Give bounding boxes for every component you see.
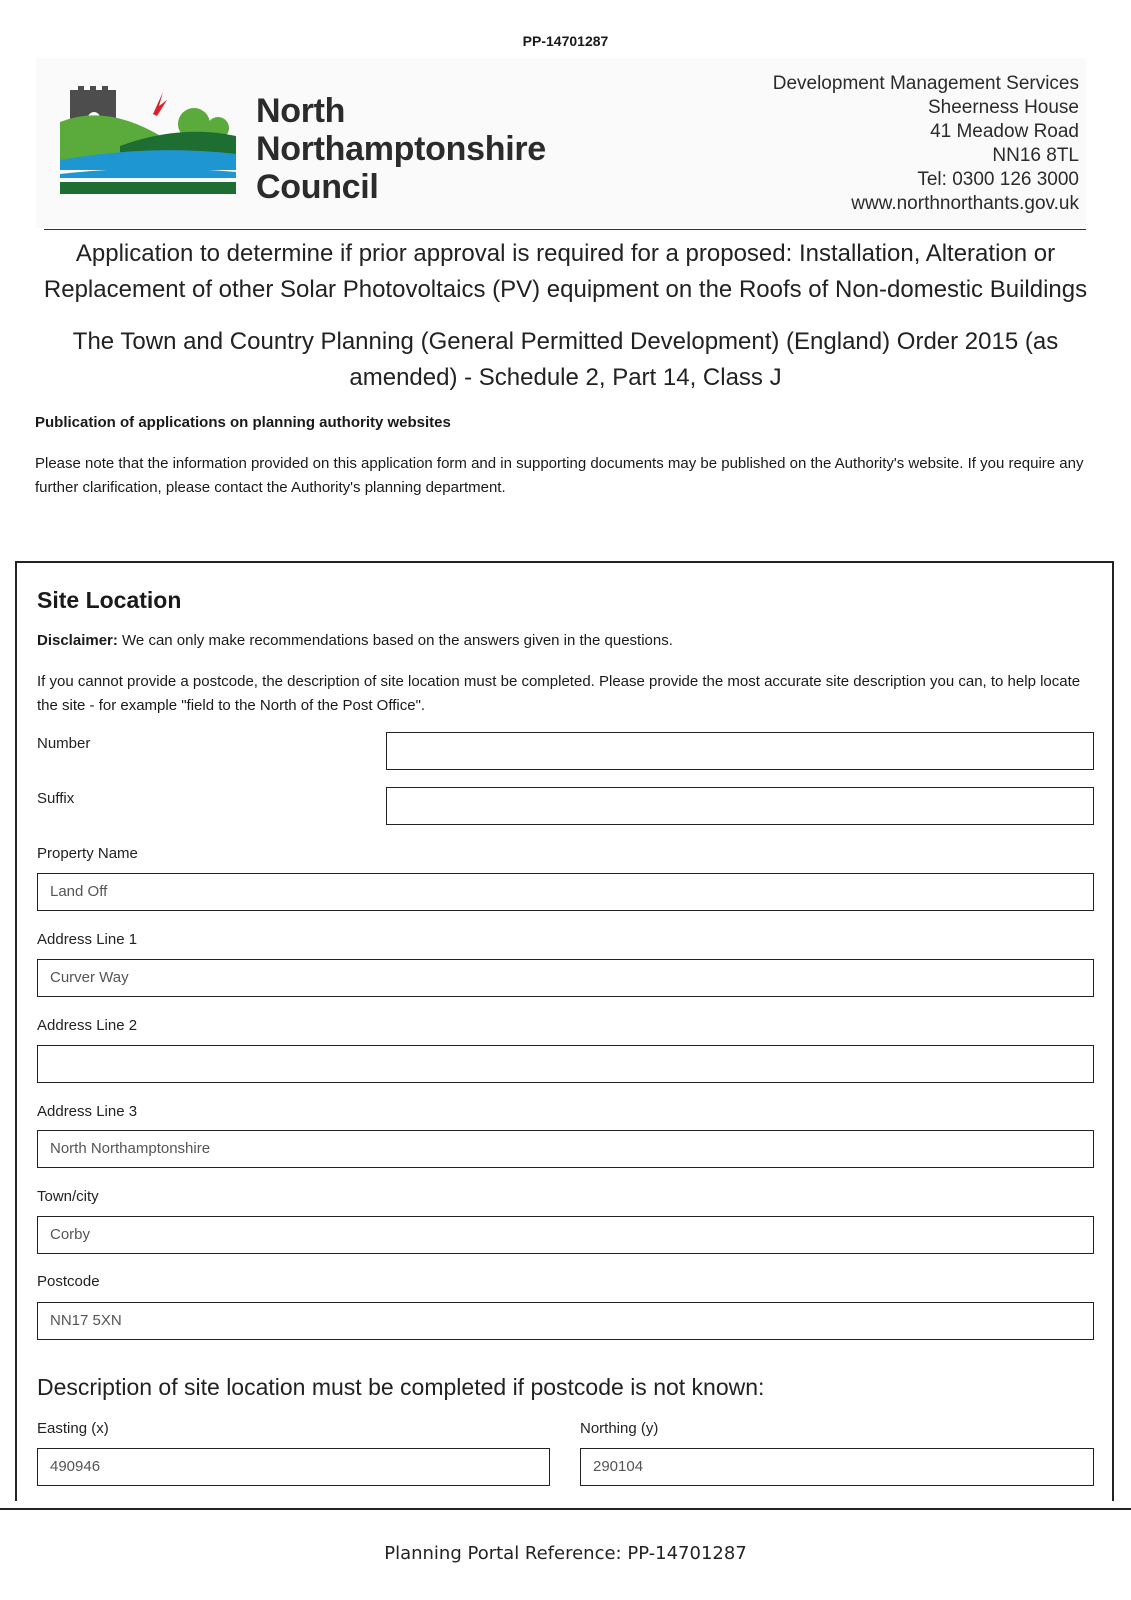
footer-divider <box>0 1508 1131 1510</box>
suffix-label: Suffix <box>37 790 75 807</box>
description-heading: Description of site location must be completed if postcode is not known: <box>37 1374 765 1400</box>
address-line-3-field[interactable]: North Northamptonshire <box>37 1130 1094 1168</box>
council-name-line2: Northamptonshire <box>256 130 546 168</box>
address-building: Sheerness House <box>927 97 1079 118</box>
northing-label: Northing (y) <box>580 1420 659 1437</box>
town-city-field[interactable]: Corby <box>37 1216 1094 1254</box>
council-name <box>256 92 546 206</box>
council-address <box>773 72 1079 216</box>
publication-heading: Publication of applications on planning authority websites <box>35 414 451 431</box>
property-name-label: Property Name <box>37 845 138 862</box>
address-line-3-label: Address Line 3 <box>37 1103 138 1120</box>
address-line-2-label: Address Line 2 <box>37 1017 138 1034</box>
reference-number-top: PP-14701287 <box>522 33 609 49</box>
form-subtitle: The Town and Country Planning (General Permitted Development) (England) Order 2015 (as amended) - Schedule 2, Part 14, Class J <box>72 328 1059 391</box>
property-name-field[interactable]: Land Off <box>37 873 1094 911</box>
address-street: 41 Meadow Road <box>930 121 1079 142</box>
disclaimer-text: We can only make recommendations based on the answers given in the questions. <box>117 632 673 649</box>
site-location-title: Site Location <box>37 587 182 613</box>
council-logo-icon <box>60 84 240 200</box>
postcode-field[interactable]: NN17 5XN <box>37 1302 1094 1340</box>
postcode-label: Postcode <box>37 1273 100 1290</box>
postcode-note: If you cannot provide a postcode, the description of site location must be completed. Please provide the most accurate site description you can, to help locate the site - for example "field to the North of the Post Office". <box>37 673 1081 714</box>
disclaimer-label: Disclaimer: <box>37 632 118 649</box>
easting-label: Easting (x) <box>37 1420 109 1437</box>
disclaimer <box>37 632 673 649</box>
easting-field[interactable]: 490946 <box>37 1448 550 1486</box>
footer-reference: Planning Portal Reference: PP-14701287 <box>384 1543 747 1564</box>
address-line-1-label: Address Line 1 <box>37 931 138 948</box>
address-postcode: NN16 8TL <box>992 145 1079 166</box>
suffix-field[interactable] <box>386 787 1094 825</box>
council-logo <box>60 84 580 214</box>
council-name-line3: Council <box>256 168 379 206</box>
address-phone: Tel: 0300 126 3000 <box>917 169 1079 190</box>
publication-text: Please note that the information provided on this application form and in supporting documents may be published on the Authority's website. If you require any further clarification, please contact the Authority's planning department. <box>35 455 1084 496</box>
header-divider <box>44 229 1086 230</box>
address-line-1-field[interactable]: Curver Way <box>37 959 1094 997</box>
address-line-2-field[interactable] <box>37 1045 1094 1083</box>
town-city-label: Town/city <box>37 1188 99 1205</box>
address-website: www.northnorthants.gov.uk <box>851 193 1079 214</box>
council-name-line1: North <box>256 92 346 130</box>
northing-field[interactable]: 290104 <box>580 1448 1094 1486</box>
number-field[interactable] <box>386 732 1094 770</box>
address-department: Development Management Services <box>772 73 1079 94</box>
number-label: Number <box>37 735 91 752</box>
form-title: Application to determine if prior approval is required for a proposed: Installation, Alteration or Replacement of other Solar Photovoltaics (PV) equipment on the Roofs of Non-domestic Buildings <box>43 240 1088 303</box>
